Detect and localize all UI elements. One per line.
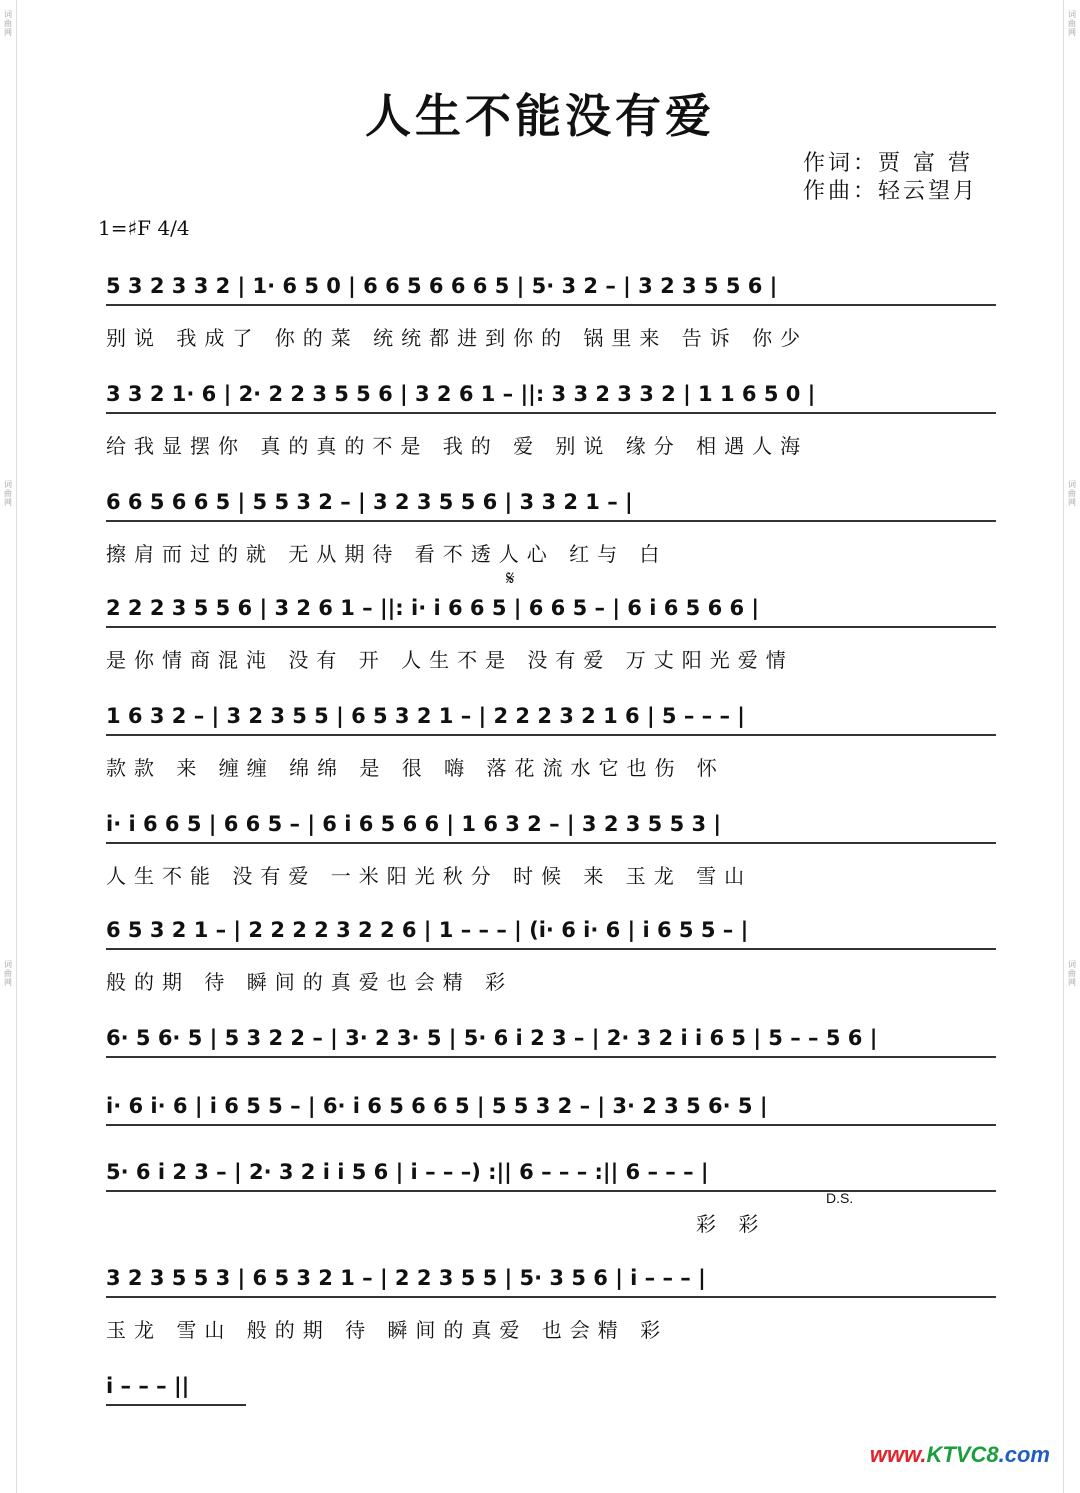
site-prefix: www. xyxy=(869,1442,927,1467)
score-line-7 xyxy=(106,914,996,995)
lyrics: 是你情商混沌 没有 开 人生不是 没有爱 万丈阳光爱情 xyxy=(106,648,794,672)
lyrics: 款款 来 缠缠 绵绵 是 很 嗨 落花流水它也伤 怀 xyxy=(106,756,725,780)
left-watermark-strip xyxy=(0,0,17,1493)
lyrics: 给我显摆你 真的真的不是 我的 爱 别说 缘分 相遇人海 xyxy=(106,434,809,458)
score-line-12 xyxy=(106,1370,246,1406)
key-signature xyxy=(98,216,190,240)
notation: 1 6 3 2 – | 3 2 3 5 5 | 6 5 3 2 1 – | 2 2 2 3 2 1 6 | 5 – – – | xyxy=(106,700,996,736)
notation: 5· 6 i 2 3 – | 2· 3 2 i i 5 6 | i – – –) :|| 6 – – – :|| 6 – – – | xyxy=(106,1156,996,1192)
watermark: 词曲网 xyxy=(1068,960,1076,987)
watermark: 词曲网 xyxy=(1068,480,1076,507)
notation: 6 5 3 2 1 – | 2 2 2 2 3 2 2 6 | 1 – – – | (i· 6 i· 6 | i 6 5 5 – | xyxy=(106,914,996,950)
ds-marker: D.S. xyxy=(826,1190,854,1206)
site-suffix: .com xyxy=(998,1442,1050,1467)
notation: i· i 6 6 5 | 6 6 5 – | 6 i 6 5 6 6 | 1 6 3 2 – | 3 2 3 5 5 3 | xyxy=(106,808,996,844)
notation: 6· 5 6· 5 | 5 3 2 2 – | 3· 2 3· 5 | 5· 6 i 2 3 – | 2· 3 2 i i 6 5 | 5 – – 5 6 | xyxy=(106,1022,996,1058)
notation: i· 6 i· 6 | i 6 5 5 – | 6· i 6 5 6 6 5 | 5 5 3 2 – | 3· 2 3 5 6· 5 | xyxy=(106,1090,996,1126)
composer-credit: 作曲：轻云望月 xyxy=(803,179,979,204)
lyrics: 别说 我成了 你的菜 统统都进到你的 锅里来 告诉 你少 xyxy=(106,326,809,350)
score-line-8 xyxy=(106,1022,996,1058)
score-line-6 xyxy=(106,808,996,889)
lyricist-credit: 作词：贾 富 营 xyxy=(803,151,973,176)
notation: 2 2 2 3 5 5 6 | 3 2 6 1 – ||: i· i 6 6 5 | 6 6 5 – | 6 i 6 5 6 6 | xyxy=(106,592,996,628)
notation: 3 3 2 1· 6 | 2· 2 2 3 5 5 6 | 3 2 6 1 – ||: 3 3 2 3 3 2 | 1 1 6 5 0 | xyxy=(106,378,996,414)
watermark: 词曲网 xyxy=(1068,10,1076,37)
lyrics: 擦肩而过的就 无从期待 看不透人心 红与 白 xyxy=(106,542,668,566)
site-watermark xyxy=(870,1442,1050,1468)
key-label: 1=♯F xyxy=(98,216,152,240)
score-line-5 xyxy=(106,700,996,781)
score-line-4 xyxy=(106,592,996,673)
score-line-11 xyxy=(106,1262,996,1343)
score-line-1 xyxy=(106,270,996,351)
site-name: KTVC8 xyxy=(926,1442,999,1467)
lyrics: 彩 彩 xyxy=(696,1212,767,1236)
watermark: 词曲网 xyxy=(4,10,12,37)
watermark: 词曲网 xyxy=(4,960,12,987)
notation: i – – – || xyxy=(106,1370,246,1406)
time-signature: 4/4 xyxy=(157,216,190,240)
song-title: 人生不能没有爱 xyxy=(365,89,715,143)
notation: 3 2 3 5 5 3 | 6 5 3 2 1 – | 2 2 3 5 5 | 5· 3 5 6 | i – – – | xyxy=(106,1262,996,1298)
lyrics: 般的期 待 瞬间的真爱也会精 彩 xyxy=(106,970,514,994)
watermark: 词曲网 xyxy=(4,480,12,507)
notation: 5 3 2 3 3 2 | 1· 6 5 0 | 6 6 5 6 6 6 5 | 5· 3 2 – | 3 2 3 5 5 6 | xyxy=(106,270,996,306)
score-line-9 xyxy=(106,1090,996,1126)
lyrics: 玉龙 雪山 般的期 待 瞬间的真爱 也会精 彩 xyxy=(106,1318,669,1342)
lyrics: 人生不能 没有爱 一米阳光秋分 时候 来 玉龙 雪山 xyxy=(106,864,753,888)
score-line-2 xyxy=(106,378,996,459)
score-line-10 xyxy=(106,1156,996,1237)
notation: 6 6 5 6 6 5 | 5 5 3 2 – | 3 2 3 5 5 6 | 3 3 2 1 – | xyxy=(106,486,996,522)
segno-sign: 𝄋 xyxy=(506,566,515,590)
right-watermark-strip xyxy=(1063,0,1080,1493)
score-line-3 xyxy=(106,486,996,567)
